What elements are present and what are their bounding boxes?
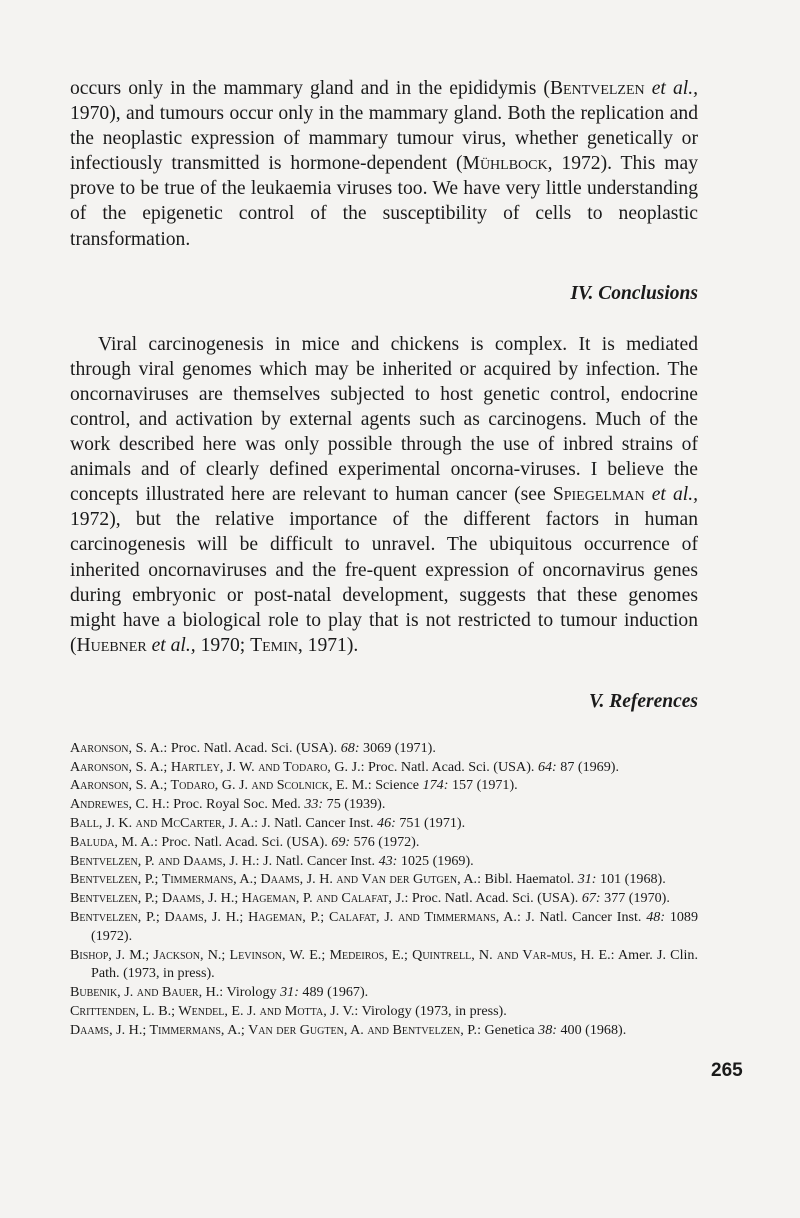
reference-volume: 174: [422, 777, 449, 794]
reference-volume: 46: [377, 815, 396, 832]
author-name: Spiegelman [552, 484, 645, 506]
reference-pages: 75 (1939). [326, 796, 386, 813]
reference-item [70, 758, 698, 777]
page-number: 265 [711, 1060, 743, 1081]
section-heading-references: V. References [588, 690, 698, 712]
reference-journal: Science [375, 777, 420, 794]
reference-item [70, 870, 698, 889]
text-run: , 1972). This may prove to be true of the leukaemia viruses too. We have very little understanding of the epigenetic control of the susceptibility of cells to neoplastic transformation. [70, 153, 699, 250]
reference-item [70, 1021, 698, 1040]
reference-journal: Virology [226, 984, 277, 1001]
reference-volume: 64: [537, 758, 557, 775]
reference-authors: Aaronson, S. A.; Hartley, J. W. and Todaro, G. J.: [70, 758, 365, 775]
text-run: 1972), but the relative importance of the different factors in human carcinogenesis will be difficult to unravel. The ubiquitous occurrence of inherited oncornaviruses and the fre-quent expression of oncornavirus genes during embryonic or post-natal development, suggests that these genomes might have a biological role to play that is not restricted to tumour induction ( [70, 509, 698, 656]
reference-journal: J. Natl. Cancer Inst. [263, 852, 376, 869]
author-name: Mühlbock [462, 153, 548, 175]
reference-authors: Bubenik, J. and Bauer, H.: [70, 984, 224, 1001]
reference-authors: Ball, J. K. and McCarter, J. A.: [70, 815, 259, 832]
reference-journal: Proc. Royal Soc. Med. [173, 796, 301, 813]
reference-item [70, 739, 698, 758]
reference-item [70, 983, 698, 1002]
reference-journal: J. Natl. Cancer Inst. [525, 909, 642, 926]
reference-pages: 1089 (1972). [91, 909, 698, 944]
reference-pages: 400 (1968). [560, 1021, 627, 1038]
text-run: , 1971). [297, 634, 359, 656]
reference-pages: 101 (1968). [600, 871, 666, 888]
reference-journal: Proc. Natl. Acad. Sci. (USA). [170, 739, 338, 756]
author-name: Huebner [76, 634, 147, 656]
reference-item [70, 889, 698, 908]
reference-volume: 48: [646, 909, 666, 926]
reference-authors: Bentvelzen, P.; Daams, J. H.; Hageman, P.; Calafat, J. and Timmermans, A.: [70, 909, 521, 926]
text-run: 1970; [195, 634, 251, 656]
et-al: et al., [651, 78, 698, 99]
reference-journal: Proc. Natl. Acad. Sci. (USA). [161, 833, 328, 850]
author-name: Bentvelzen [549, 78, 645, 99]
text-run [645, 78, 652, 99]
reference-journal: Genetica [484, 1021, 535, 1038]
reference-volume: 31: [280, 984, 299, 1001]
et-al: et al., [151, 634, 196, 656]
reference-item [70, 908, 698, 946]
reference-volume: 69: [331, 833, 351, 850]
reference-journal: Amer. J. Clin. Path. (1973, in press). [91, 946, 698, 982]
reference-authors: Bishop, J. M.; Jackson, N.; Levinson, W. E.; Medeiros, E.; Quintrell, N. and Var-mus, H. E.: [70, 946, 615, 963]
reference-item [70, 833, 698, 852]
reference-volume: 33: [304, 796, 324, 813]
reference-journal: Virology (1973, in press). [361, 1003, 507, 1020]
reference-volume: 38: [538, 1021, 557, 1038]
reference-journal: Bibl. Haematol. [484, 871, 575, 888]
reference-journal: Proc. Natl. Acad. Sci. (USA). [411, 890, 579, 907]
reference-pages: 3069 (1971). [363, 739, 436, 756]
reference-pages: 1025 (1969). [400, 852, 474, 869]
reference-authors: Aaronson, S. A.: [70, 739, 168, 756]
reference-pages: 576 (1972). [353, 833, 420, 850]
reference-item [70, 776, 698, 795]
reference-authors: Baluda, M. A.: [70, 833, 158, 850]
reference-volume: 67: [581, 890, 601, 907]
reference-volume: 68: [340, 739, 360, 756]
reference-item [70, 1002, 698, 1021]
reference-authors: Bentvelzen, P.; Daams, J. H.; Hageman, P. and Calafat, J.: [70, 890, 409, 907]
reference-volume: 31: [577, 871, 597, 888]
reference-item [70, 814, 698, 833]
reference-authors: Andrewes, C. H.: [70, 796, 170, 813]
reference-list [70, 739, 698, 1040]
author-name: Temin [250, 634, 298, 656]
reference-authors: Aaronson, S. A.; Todaro, G. J. and Scolnick, E. M.: [70, 777, 372, 794]
reference-pages: 751 (1971). [399, 815, 466, 832]
reference-authors: Bentvelzen, P.; Timmermans, A.; Daams, J. H. and Van der Gutgen, A.: [70, 871, 481, 888]
reference-authors: Bentvelzen, P. and Daams, J. H.: [70, 852, 260, 869]
reference-authors: Crittenden, L. B.; Wendel, E. J. and Motta, J. V.: [70, 1003, 359, 1020]
page-content [70, 76, 698, 1040]
text-run: Viral carcinogenesis in mice and chickens is complex. It is mediated through viral genomes which may be inherited or acquired by infection. The oncornaviruses are themselves subjected to host genetic control, endocrine control, and activation by external agents such as carcinogens. Much of the work described here was only possible through the use of inbred strains of animals and of clearly defined experimental oncorna-viruses. I believe the concepts illustrated here are relevant to human cancer (see [70, 333, 698, 506]
text-run: 1970), and tumours occur only in the mammary gland. Both the replication and the neoplastic expression of mammary tumour virus, whether genetically or infectiously transmitted is hormone-dependent ( [70, 103, 698, 175]
reference-pages: 377 (1970). [604, 890, 670, 907]
reference-authors: Daams, J. H.; Timmermans, A.; Van der Gugten, A. and Bentvelzen, P.: [70, 1021, 481, 1038]
reference-pages: 489 (1967). [302, 984, 369, 1001]
text-run: occurs only in the mammary gland and in the epididymis ( [70, 78, 550, 99]
reference-item [70, 946, 698, 984]
section-heading-conclusions: IV. Conclusions [570, 282, 698, 304]
reference-pages: 157 (1971). [451, 777, 518, 794]
reference-volume: 43: [378, 852, 398, 869]
reference-journal: Proc. Natl. Acad. Sci. (USA). [368, 758, 535, 775]
intro-paragraph [70, 76, 698, 252]
reference-journal: J. Natl. Cancer Inst. [261, 815, 374, 832]
reference-pages: 87 (1969). [560, 758, 619, 775]
text-run [645, 484, 652, 505]
reference-item [70, 852, 698, 871]
et-al: et al., [651, 484, 698, 506]
conclusions-paragraph [70, 332, 698, 658]
reference-item [70, 795, 698, 814]
